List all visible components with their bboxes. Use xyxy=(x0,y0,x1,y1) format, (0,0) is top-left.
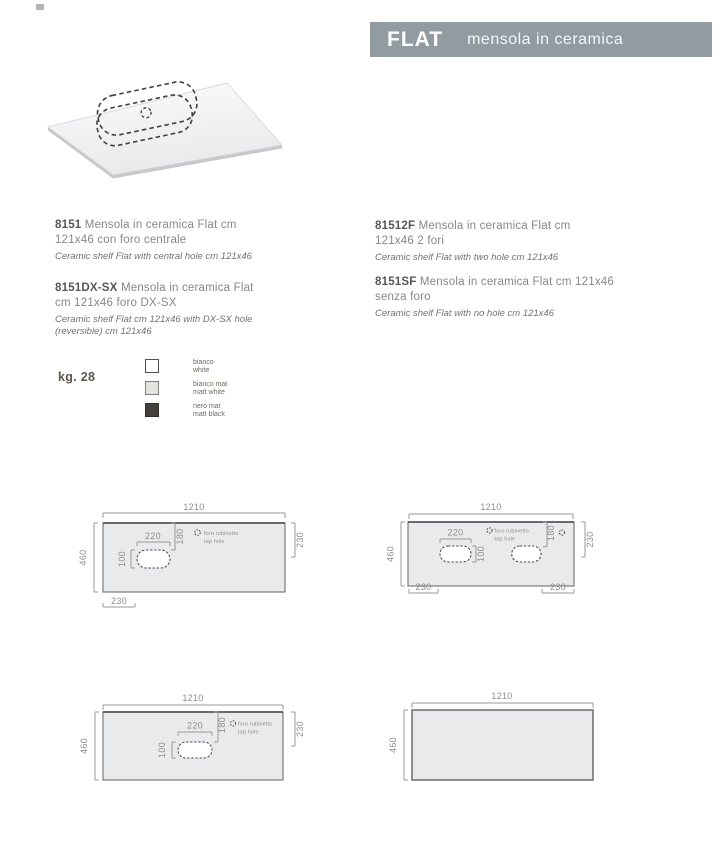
dim-depth: 460 xyxy=(388,737,398,753)
basin-hole-outline-right xyxy=(512,546,541,562)
product-title-en: Ceramic shelf Flat with two hole cm 121x46 xyxy=(375,252,559,263)
product-code: 81512F xyxy=(375,220,416,232)
product-title-en: Ceramic shelf Flat with no hole cm 121x46 xyxy=(375,308,554,319)
dim-edge-right: 230 xyxy=(585,531,595,548)
tech-drawing-no-hole xyxy=(385,678,665,813)
basin-hole-outline xyxy=(178,742,212,758)
dim-depth: 460 xyxy=(385,546,396,562)
product-block-8151SF xyxy=(375,275,695,320)
finish-row-bianco-mat xyxy=(145,381,227,396)
product-title: 8151SF Mensola in ceramica Flat cm 121x46 senza foro xyxy=(375,276,614,303)
dim-width: 1210 xyxy=(491,691,513,701)
tap-hole-label-it: foro rubinetto xyxy=(494,528,529,535)
product-title: 8151DX-SX Mensola in ceramica Flat cm 121x46 foro DX-SX xyxy=(55,282,254,309)
dim-basin-height: 100 xyxy=(157,742,167,758)
product-block-81512F xyxy=(375,219,695,264)
dim-basin-height: 100 xyxy=(117,551,127,567)
tap-hole-label-en: tap hole xyxy=(204,539,225,545)
shelf-plan-outline xyxy=(103,523,285,592)
page-subtitle: mensola in ceramica xyxy=(467,30,624,48)
basin-hole-outline-left xyxy=(440,546,471,562)
tech-drawing-hole-left xyxy=(40,488,320,623)
weight-label: kg. 28 xyxy=(58,370,96,384)
finish-row-bianco xyxy=(145,359,227,374)
tap-hole-label-it: foro rubinetto xyxy=(238,721,273,728)
product-title: 81512F Mensola in ceramica Flat cm 121x46 2 fori xyxy=(375,220,571,247)
finish-label: nero mat matt black xyxy=(193,403,225,418)
product-block-8151 xyxy=(55,218,375,263)
tap-hole-label-it: foro rubinetto xyxy=(204,531,239,537)
shelf-illustration xyxy=(40,62,300,187)
finish-swatch-white xyxy=(145,359,159,373)
page-title: FLAT xyxy=(387,27,444,51)
dim-basin-width: 220 xyxy=(447,527,464,538)
tap-hole-label-en: tap hole xyxy=(238,729,259,736)
product-title-en: Ceramic shelf Flat cm 121x46 with DX-SX hole (reversible) cm 121x46 xyxy=(55,314,253,337)
finish-label: bianco mat matt white xyxy=(193,381,228,396)
product-code: 8151 xyxy=(55,219,82,231)
finish-label: bianco white xyxy=(193,359,214,374)
dim-tap-offset: 180 xyxy=(217,717,227,733)
dim-tap-offset: 180 xyxy=(175,528,185,545)
dim-tap-offset: 180 xyxy=(546,525,556,541)
dim-edge-right: 230 xyxy=(295,721,305,737)
dim-edge-bottom: 230 xyxy=(111,596,127,606)
product-title: 8151 Mensola in ceramica Flat cm 121x46 con foro centrale xyxy=(55,219,237,246)
dim-depth: 460 xyxy=(79,738,89,754)
page-mark xyxy=(36,4,44,10)
tech-drawing-central-hole xyxy=(40,678,320,813)
finish-swatch-matt-white xyxy=(145,381,159,395)
dim-edge-bottom-right: 230 xyxy=(550,582,566,592)
finish-swatch-matt-black xyxy=(145,403,159,417)
product-block-8151DX-SX xyxy=(55,281,375,338)
dim-basin-width: 220 xyxy=(145,531,161,541)
dim-basin-width: 220 xyxy=(187,720,203,731)
dim-edge-bottom-left: 230 xyxy=(415,582,432,592)
header-banner xyxy=(370,22,712,57)
product-code: 8151SF xyxy=(375,276,417,288)
product-code: 8151DX-SX xyxy=(55,282,118,294)
dim-edge-right: 230 xyxy=(295,532,305,548)
dim-width: 1210 xyxy=(182,693,204,703)
shelf-plan-outline xyxy=(412,710,593,780)
dim-depth: 460 xyxy=(78,549,88,566)
finish-legend xyxy=(145,359,227,425)
dim-width: 1210 xyxy=(183,502,205,512)
tech-drawing-two-holes xyxy=(385,488,665,623)
tap-hole-label-en: tap hole xyxy=(494,536,516,543)
dim-width: 1210 xyxy=(480,502,502,512)
dim-basin-height: 100 xyxy=(476,546,486,562)
finish-row-nero-mat xyxy=(145,403,227,418)
basin-hole-outline xyxy=(137,550,170,568)
product-title-en: Ceramic shelf Flat with central hole cm 121x46 xyxy=(55,251,252,262)
